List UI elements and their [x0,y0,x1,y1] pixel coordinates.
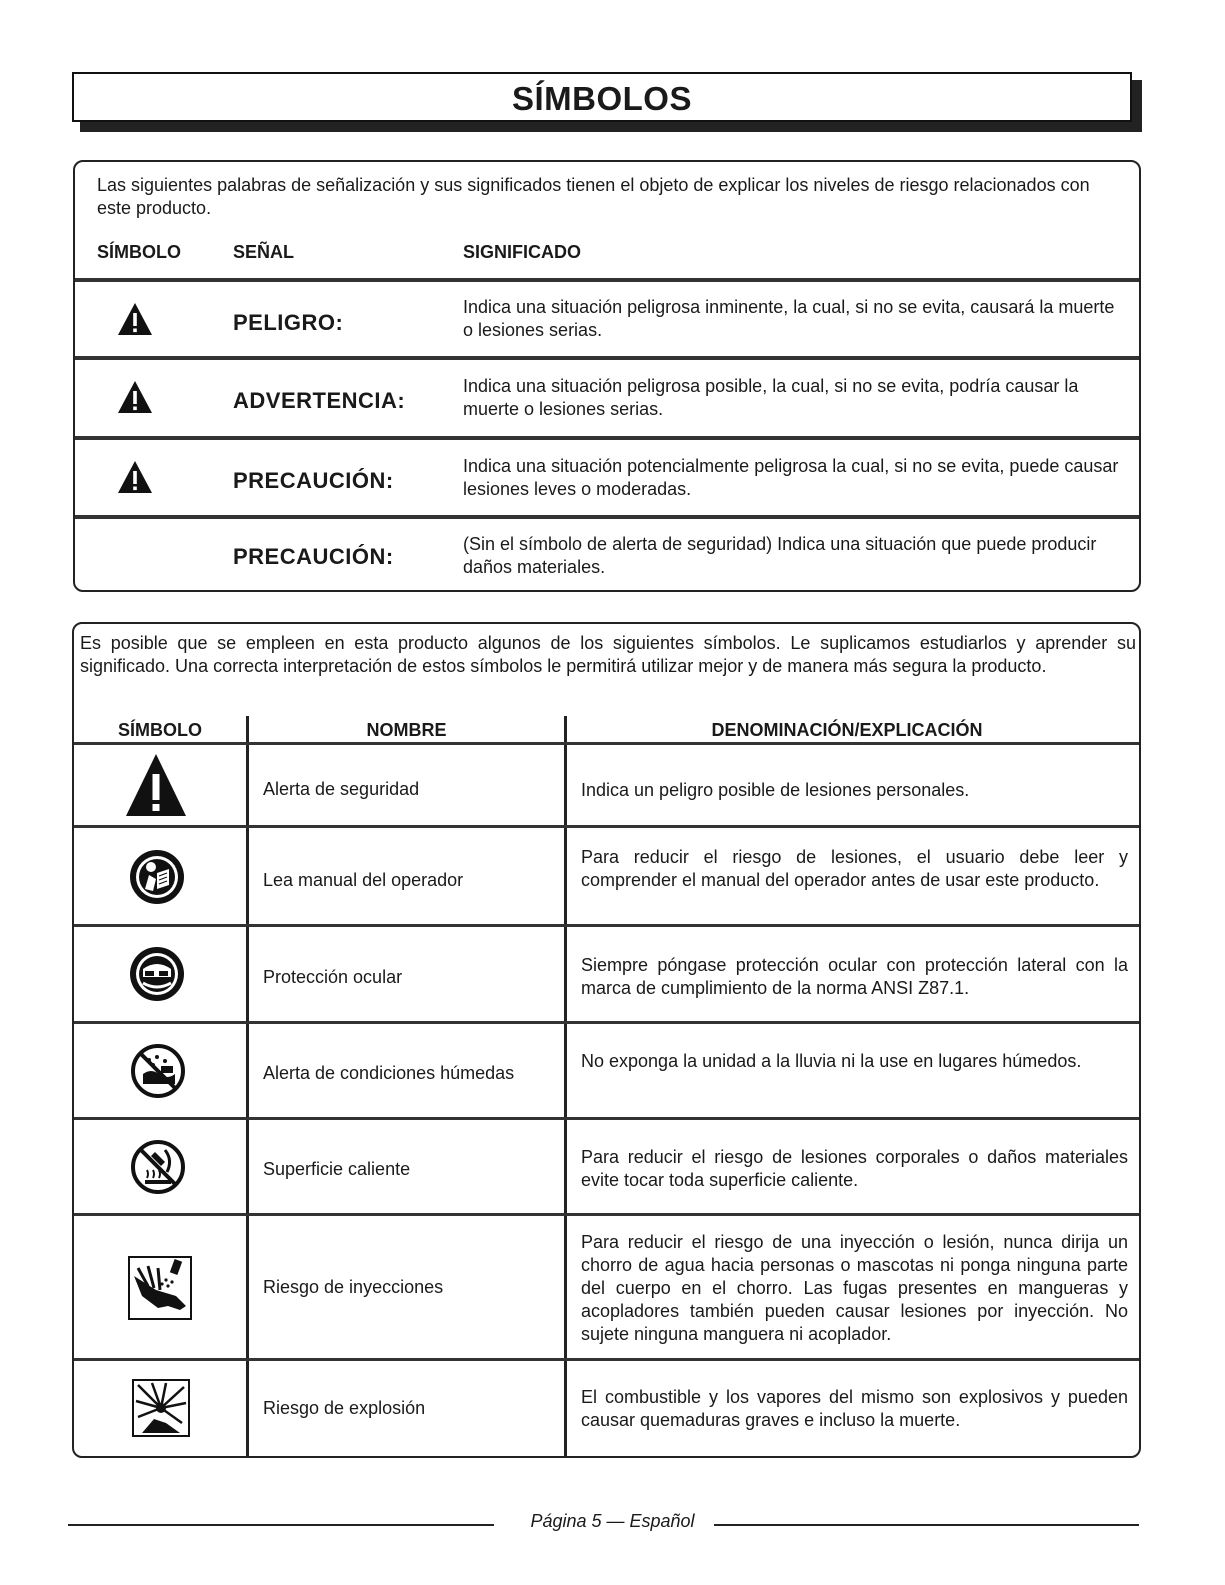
symbol-explanation: Para reducir el riesgo de lesiones corporales o daños materiales evite tocar toda superficie caliente. [581,1147,1128,1190]
warning-triangle-icon [117,460,153,494]
read-manual-icon [129,849,185,905]
symbol-name: Protección ocular [263,967,403,987]
symbol-explanation: Para reducir el riesgo de lesiones, el usuario debe leer y comprender el manual del operador antes de usar este producto. [581,847,1128,890]
row-divider [75,515,1139,519]
symbols-panel [72,622,1141,1458]
signal-word: ADVERTENCIA: [233,388,406,413]
symbol-name: Superficie caliente [263,1159,411,1179]
symbols-intro: Es posible que se empleen en esta producto algunos de los siguientes símbolos. Le suplicamos estudiarlos y aprender su significado. Una correcta interpretación de estos símbolos le permitirá utilizar mejor y de manera más segura la producto. [80,633,1136,676]
warning-triangle-icon [117,380,153,414]
row-divider [74,1358,1139,1361]
symbol-explanation: Indica un peligro posible de lesiones personales. [581,780,970,800]
symbol-explanation: Para reducir el riesgo de una inyección o lesión, nunca dirija un chorro de agua hacia personas o mascotas ni ponga ninguna parte del cuerpo en el chorro. Las fugas presentes en mangueras y acopladores también pueden causar lesiones por inyección. No sujete ninguna manguera ni acoplador. [581,1232,1128,1344]
wet-conditions-icon [131,1044,185,1098]
row-divider [75,436,1139,440]
signal-meaning: Indica una situación peligrosa inminente, la cual, si no se evita, causará la muerte o lesiones serias. [463,297,1115,340]
header-name: NOMBRE [366,720,447,740]
signal-meaning: Indica una situación peligrosa posible, la cual, si no se evita, podría causar la muerte o lesiones serias. [463,376,1079,419]
safety-alert-icon [124,752,188,818]
header-symbol: SÍMBOLO [118,720,202,740]
row-divider [74,742,1139,745]
symbol-explanation: Siempre póngase protección ocular con protección lateral con la marca de cumplimiento de la norma ANSI Z87.1. [581,955,1128,998]
symbol-name: Alerta de condiciones húmedas [263,1063,515,1083]
symbol-name: Alerta de seguridad [263,779,420,799]
title-box [72,72,1132,122]
symbol-name: Riesgo de explosión [263,1398,426,1418]
signal-word: PELIGRO: [233,310,344,335]
hot-surface-icon [131,1140,185,1194]
header-meaning: SIGNIFICADO [463,242,582,262]
row-divider [74,1021,1139,1024]
signal-meaning: (Sin el símbolo de alerta de seguridad) Indica una situación que puede producir daños materiales. [463,534,1097,577]
title-shadow-side [1132,80,1142,132]
symbol-name: Lea manual del operador [263,870,464,890]
row-divider [74,825,1139,828]
row-divider [74,1117,1139,1120]
symbol-name: Riesgo de inyecciones [263,1277,444,1297]
row-divider [74,924,1139,927]
symbol-explanation: No exponga la unidad a la lluvia ni la use en lugares húmedos. [581,1051,1082,1071]
explosion-hazard-icon [132,1379,190,1437]
eye-protection-icon [129,945,185,1003]
injection-hazard-icon [128,1256,192,1320]
signal-word: PRECAUCIÓN: [233,544,394,569]
signal-words-panel [73,160,1141,592]
title-shadow [80,122,1142,132]
page-title: SÍMBOLOS [511,80,692,117]
row-divider [74,1213,1139,1216]
row-divider [75,356,1139,360]
signal-meaning: Indica una situación potencialmente peligrosa la cual, si no se evita, puede causar lesiones leves o moderadas. [463,456,1119,499]
header-explanation: DENOMINACIÓN/EXPLICACIÓN [711,720,983,740]
page-number: Página 5 — Español [530,1511,695,1531]
signal-word: PRECAUCIÓN: [233,468,394,493]
header-signal: SEÑAL [233,242,295,262]
warning-triangle-icon [117,302,153,336]
header-symbol: SÍMBOLO [97,242,181,262]
row-divider [75,278,1139,282]
signal-intro: Las siguientes palabras de señalización y sus significados tienen el objeto de explicar los niveles de riesgo relacionados con este producto. [97,175,1090,218]
symbol-explanation: El combustible y los vapores del mismo son explosivos y pueden causar quemaduras graves e incluso la muerte. [581,1387,1128,1430]
